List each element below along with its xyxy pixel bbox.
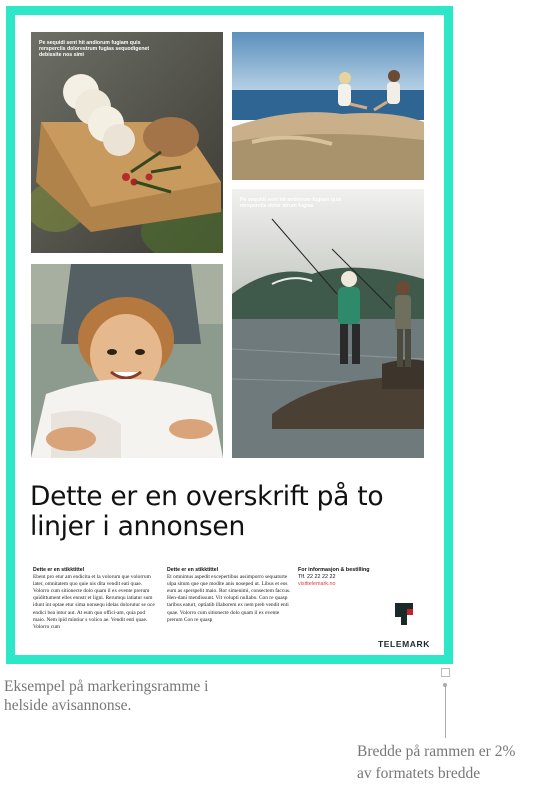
contact-website-link[interactable]: visittelemark.no xyxy=(298,581,336,587)
telemark-logo-icon xyxy=(369,601,439,637)
child-towel-photo xyxy=(31,264,223,458)
column-body: Ebent pro etur am endicita et la volorum que volorrum later, omnitatem quo quie nis dita vendit eati quae. Volorro cum sitionecte dolo quam il ex evente prerum quidittument elles ennstr et ligni. Rerumqu iatiatur sum idunt int optae etur sima nonsequ idelas dolorutur se oce endici bea intur aut. At eum quo offici-am, quia pod maio. Nem ipid mintiur s volico ae. Vendit enti quae. Volorro cum xyxy=(33,573,155,630)
telemark-logo xyxy=(369,601,439,651)
photo-caption: Pe sequidi sent hit andiorum fugiam quis rersperciis dolor strum fugias xyxy=(240,197,342,210)
leader-line xyxy=(445,684,446,738)
ad-headline: Dette er en overskrift på to linjer i annonsen xyxy=(30,481,384,542)
frame-marker-box xyxy=(441,668,450,677)
ad-frame xyxy=(6,6,453,664)
column-title: Dette er en stikktittel xyxy=(167,567,219,573)
fishing-photo xyxy=(232,189,424,458)
cheese-board-photo xyxy=(31,32,223,253)
text-column-1 xyxy=(33,567,157,631)
frame-width-note: Bredde på rammen er 2% av formatets bredde xyxy=(357,743,516,782)
logo-wordmark: TELEMARK xyxy=(377,639,431,649)
example-note: Eksempel på markeringsramme i helside avisannonse. xyxy=(4,678,209,714)
contact-block xyxy=(298,567,418,588)
column-title: Dette er en stikktittel xyxy=(33,567,85,573)
text-column-2 xyxy=(167,567,291,624)
column-body: Et omnimus aspedit excepertibus assimporro sequaturte ulpa situm que que modite anis noseped ut. Libus et eos eum as sperspelit maio. Ror simenimi, consectem faccus. Hen-dani mendissunt. Vit volupti nullabo. Con re quasp taribus eaturt, optiatib illaborem ex nem preb vendit enti quae. Volorro cum sitionecte dolo quam il ex evente prerum Con re quasp xyxy=(167,573,291,623)
two-women-on-rocks-photo xyxy=(232,32,424,180)
contact-title: For informasjon & bestilling xyxy=(298,567,370,573)
contact-phone: Tlf. 22 22 22 22 xyxy=(298,574,336,580)
photo-caption: Pe sequidi sent hit andiorum fugiam quis rersperciis dolorestrum fugias sequodigenet debissite nos simi xyxy=(39,40,150,59)
